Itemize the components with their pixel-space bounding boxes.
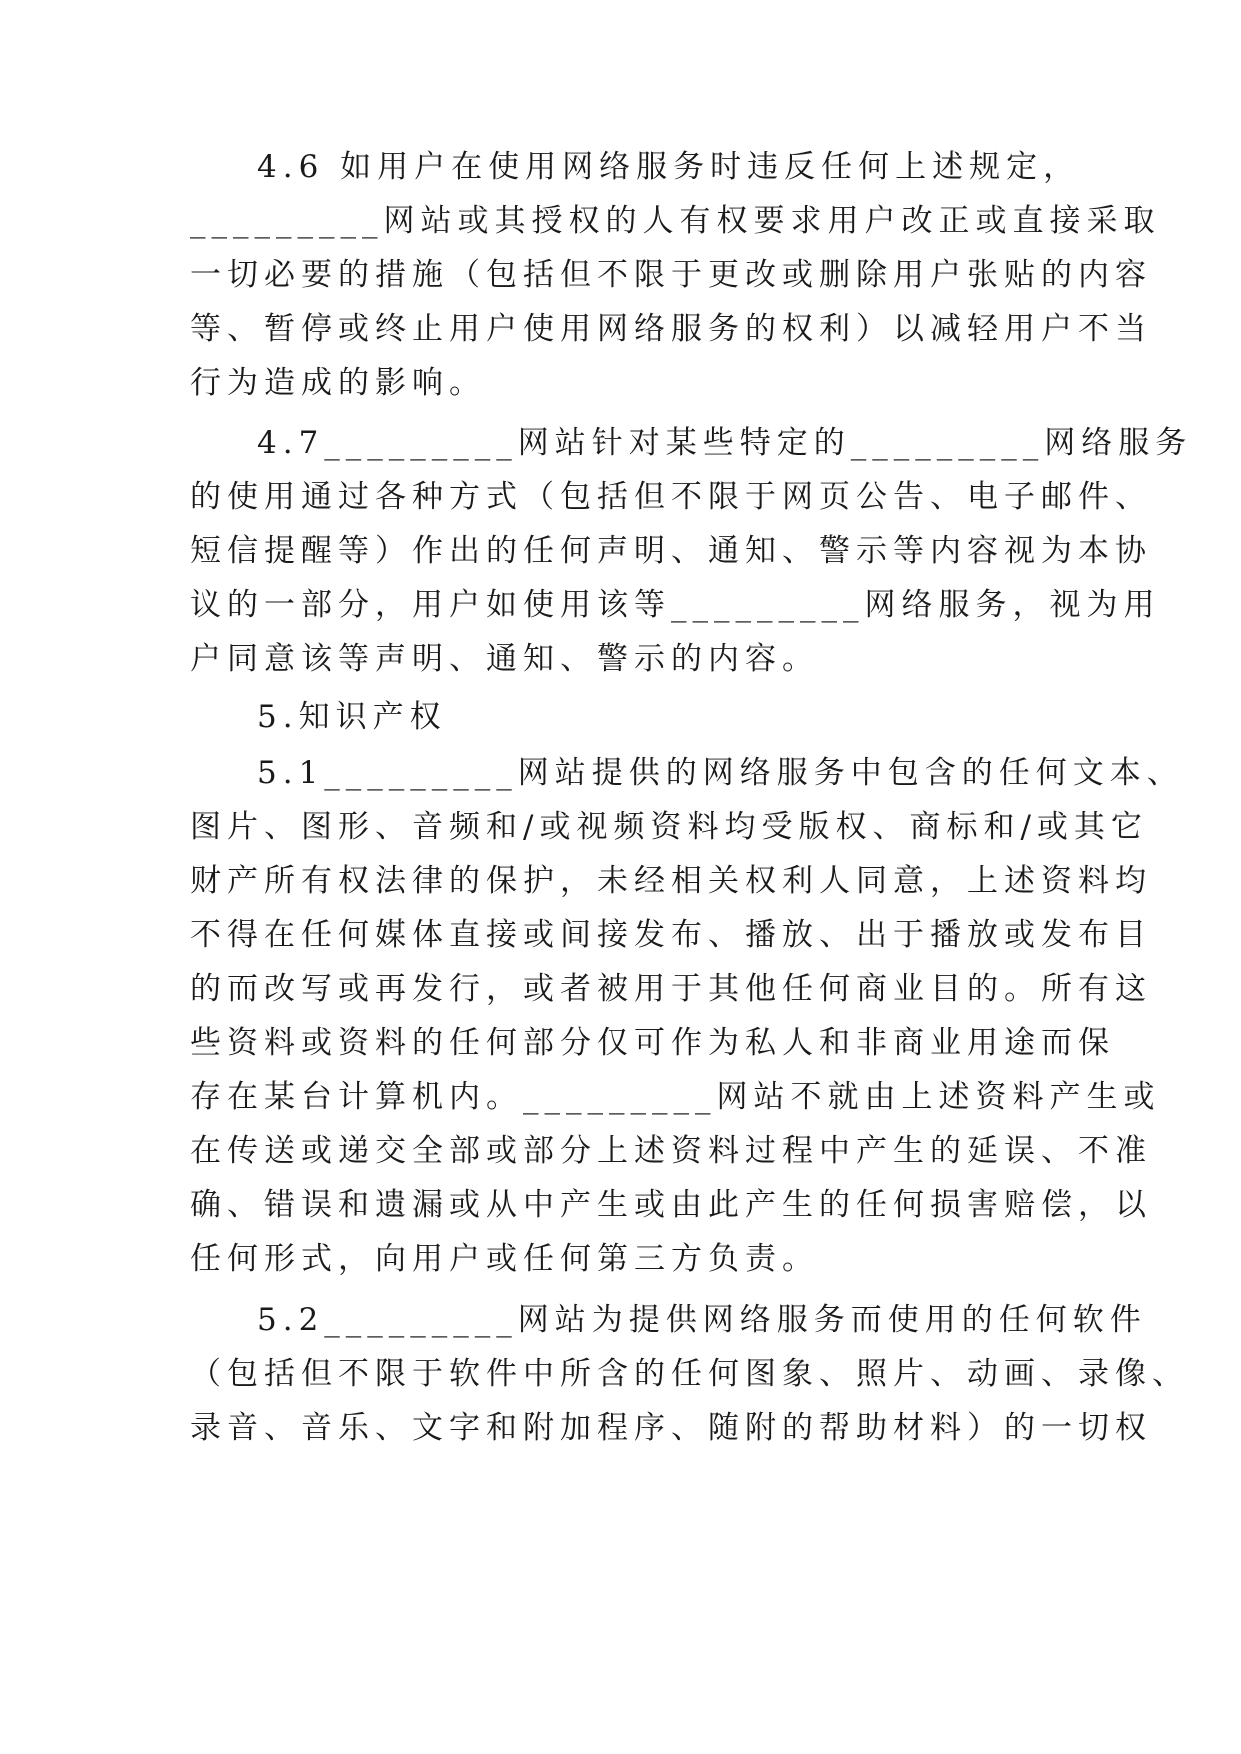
text-line: 5.2_________网站为提供网络服务而使用的任何软件: [257, 1302, 1147, 1338]
text-line: 在传送或递交全部或部分上述资料过程中产生的延误、不准: [190, 1133, 1152, 1169]
text-line: 4.7_________网站针对某些特定的_________网络服务: [257, 425, 1193, 461]
text-line: _________网站或其授权的人有权要求用户改正或直接采取: [190, 203, 1161, 239]
section-heading: 5.知识产权: [257, 699, 447, 735]
text-line: 财产所有权法律的保护，未经相关权利人同意，上述资料均: [190, 863, 1152, 899]
text-line: 5.1_________网站提供的网络服务中包含的任何文本、: [257, 755, 1184, 791]
text-line: 录音、音乐、文字和附加程序、随附的帮助材料）的一切权: [190, 1410, 1152, 1446]
text-line: 任何形式，向用户或任何第三方负责。: [190, 1241, 819, 1277]
text-line: 4.6 如用户在使用网络服务时违反任何上述规定，: [257, 149, 1081, 185]
text-line: 短信提醒等）作出的任何声明、通知、警示等内容视为本协: [190, 533, 1152, 569]
text-line: 的而改写或再发行，或者被用于其他任何商业目的。所有这: [190, 971, 1152, 1007]
text-line: （包括但不限于软件中所含的任何图象、照片、动画、录像、: [190, 1356, 1189, 1392]
text-line: 议的一部分，用户如使用该等_________网络服务，视为用: [190, 587, 1161, 623]
text-line: 些资料或资料的任何部分仅可作为私人和非商业用途而保: [190, 1025, 1115, 1061]
text-line: 等、暂停或终止用户使用网络服务的权利）以减轻用户不当: [190, 311, 1152, 347]
text-line: 不得在任何媒体直接或间接发布、播放、出于播放或发布目: [190, 917, 1152, 953]
text-line: 图片、图形、音频和/或视频资料均受版权、商标和/或其它: [190, 809, 1148, 845]
text-line: 行为造成的影响。: [190, 365, 486, 401]
text-line: 的使用通过各种方式（包括但不限于网页公告、电子邮件、: [190, 479, 1152, 515]
text-line: 户同意该等声明、通知、警示的内容。: [190, 641, 819, 677]
text-line: 确、错误和遗漏或从中产生或由此产生的任何损害赔偿，以: [190, 1187, 1152, 1223]
text-line: 存在某台计算机内。_________网站不就由上述资料产生或: [190, 1079, 1161, 1115]
text-line: 一切必要的措施（包括但不限于更改或删除用户张贴的内容: [190, 257, 1152, 293]
